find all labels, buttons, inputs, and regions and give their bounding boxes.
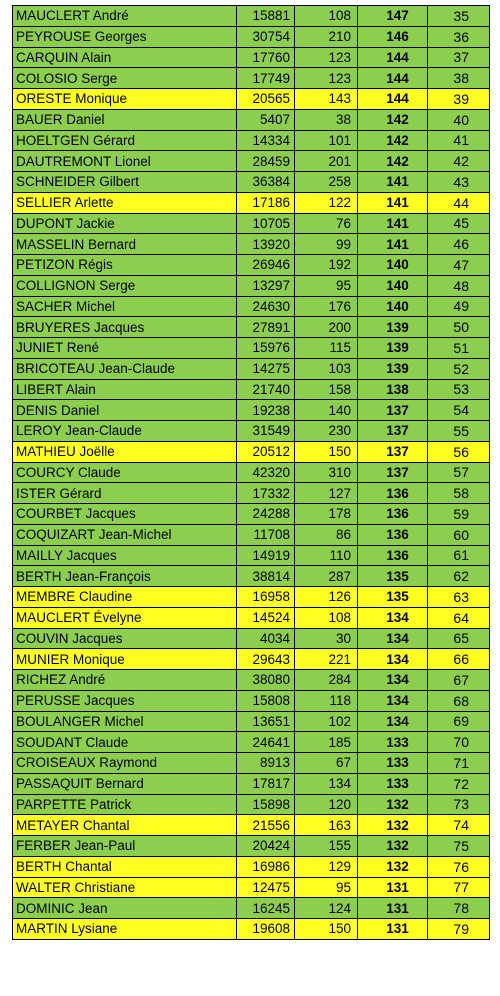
- score-total-cell: 16958: [237, 587, 295, 608]
- rank-value-cell: 71: [428, 753, 490, 774]
- count-value-cell: 258: [295, 172, 358, 193]
- count-value-cell: 150: [295, 919, 358, 940]
- count-value-cell: 122: [295, 192, 358, 213]
- count-value-cell: 102: [295, 711, 358, 732]
- participant-name-cell: COURCY Claude: [13, 462, 237, 483]
- table-row: [13, 441, 490, 462]
- participant-name-cell: COLOSIO Serge: [13, 68, 237, 89]
- count-value-cell: 123: [295, 47, 358, 68]
- count-value-cell: 158: [295, 379, 358, 400]
- table-row: [13, 296, 490, 317]
- score-total-cell: 24641: [237, 732, 295, 753]
- participant-name-cell: MEMBRE Claudine: [13, 587, 237, 608]
- count-value-cell: 155: [295, 836, 358, 857]
- rank-value-cell: 73: [428, 794, 490, 815]
- participant-name-cell: CARQUIN Alain: [13, 47, 237, 68]
- count-value-cell: 101: [295, 130, 358, 151]
- average-value-cell: 144: [358, 89, 428, 110]
- average-value-cell: 144: [358, 47, 428, 68]
- ranking-table-body: [13, 6, 490, 940]
- count-value-cell: 67: [295, 753, 358, 774]
- rank-value-cell: 42: [428, 151, 490, 172]
- participant-name-cell: DOMINIC Jean: [13, 898, 237, 919]
- rank-value-cell: 56: [428, 441, 490, 462]
- average-value-cell: 131: [358, 898, 428, 919]
- count-value-cell: 185: [295, 732, 358, 753]
- score-total-cell: 27891: [237, 317, 295, 338]
- rank-value-cell: 57: [428, 462, 490, 483]
- table-row: [13, 47, 490, 68]
- participant-name-cell: ISTER Gérard: [13, 483, 237, 504]
- table-row: [13, 109, 490, 130]
- count-value-cell: 76: [295, 213, 358, 234]
- average-value-cell: 139: [358, 317, 428, 338]
- average-value-cell: 131: [358, 919, 428, 940]
- count-value-cell: 127: [295, 483, 358, 504]
- table-row: [13, 379, 490, 400]
- table-row: [13, 275, 490, 296]
- table-row: [13, 462, 490, 483]
- count-value-cell: 103: [295, 358, 358, 379]
- rank-value-cell: 49: [428, 296, 490, 317]
- average-value-cell: 141: [358, 192, 428, 213]
- table-row: [13, 89, 490, 110]
- rank-value-cell: 50: [428, 317, 490, 338]
- score-total-cell: 5407: [237, 109, 295, 130]
- table-row: [13, 483, 490, 504]
- average-value-cell: 133: [358, 753, 428, 774]
- ranking-table-container: [12, 5, 489, 940]
- count-value-cell: 99: [295, 234, 358, 255]
- average-value-cell: 141: [358, 172, 428, 193]
- count-value-cell: 201: [295, 151, 358, 172]
- rank-value-cell: 58: [428, 483, 490, 504]
- count-value-cell: 115: [295, 338, 358, 359]
- average-value-cell: 146: [358, 26, 428, 47]
- participant-name-cell: MUNIER Monique: [13, 649, 237, 670]
- average-value-cell: 136: [358, 483, 428, 504]
- participant-name-cell: MAUCLERT André: [13, 6, 237, 27]
- score-total-cell: 30754: [237, 26, 295, 47]
- count-value-cell: 86: [295, 524, 358, 545]
- participant-name-cell: BRUYERES Jacques: [13, 317, 237, 338]
- participant-name-cell: HOELTGEN Gérard: [13, 130, 237, 151]
- participant-name-cell: SOUDANT Claude: [13, 732, 237, 753]
- rank-value-cell: 66: [428, 649, 490, 670]
- average-value-cell: 137: [358, 421, 428, 442]
- rank-value-cell: 39: [428, 89, 490, 110]
- average-value-cell: 144: [358, 68, 428, 89]
- table-row: [13, 628, 490, 649]
- score-total-cell: 11708: [237, 524, 295, 545]
- table-row: [13, 815, 490, 836]
- participant-name-cell: METAYER Chantal: [13, 815, 237, 836]
- table-row: [13, 732, 490, 753]
- rank-value-cell: 35: [428, 6, 490, 27]
- table-row: [13, 773, 490, 794]
- rank-value-cell: 69: [428, 711, 490, 732]
- participant-name-cell: BOULANGER Michel: [13, 711, 237, 732]
- participant-name-cell: DUPONT Jackie: [13, 213, 237, 234]
- rank-value-cell: 68: [428, 690, 490, 711]
- count-value-cell: 210: [295, 26, 358, 47]
- count-value-cell: 134: [295, 773, 358, 794]
- average-value-cell: 134: [358, 649, 428, 670]
- average-value-cell: 138: [358, 379, 428, 400]
- rank-value-cell: 36: [428, 26, 490, 47]
- participant-name-cell: SCHNEIDER Gilbert: [13, 172, 237, 193]
- rank-value-cell: 55: [428, 421, 490, 442]
- score-total-cell: 20512: [237, 441, 295, 462]
- score-total-cell: 13920: [237, 234, 295, 255]
- average-value-cell: 136: [358, 524, 428, 545]
- participant-name-cell: WALTER Christiane: [13, 877, 237, 898]
- participant-name-cell: JUNIET René: [13, 338, 237, 359]
- count-value-cell: 143: [295, 89, 358, 110]
- participant-name-cell: PEYROUSE Georges: [13, 26, 237, 47]
- participant-name-cell: MATHIEU Joëlle: [13, 441, 237, 462]
- score-total-cell: 31549: [237, 421, 295, 442]
- count-value-cell: 30: [295, 628, 358, 649]
- average-value-cell: 142: [358, 130, 428, 151]
- rank-value-cell: 37: [428, 47, 490, 68]
- score-total-cell: 17760: [237, 47, 295, 68]
- count-value-cell: 310: [295, 462, 358, 483]
- average-value-cell: 132: [358, 836, 428, 857]
- count-value-cell: 108: [295, 607, 358, 628]
- participant-name-cell: PERUSSE Jacques: [13, 690, 237, 711]
- count-value-cell: 140: [295, 400, 358, 421]
- table-row: [13, 421, 490, 442]
- table-row: [13, 587, 490, 608]
- average-value-cell: 132: [358, 794, 428, 815]
- average-value-cell: 136: [358, 545, 428, 566]
- score-total-cell: 14275: [237, 358, 295, 379]
- rank-value-cell: 63: [428, 587, 490, 608]
- average-value-cell: 137: [358, 400, 428, 421]
- rank-value-cell: 45: [428, 213, 490, 234]
- table-row: [13, 26, 490, 47]
- rank-value-cell: 48: [428, 275, 490, 296]
- score-total-cell: 10705: [237, 213, 295, 234]
- score-total-cell: 26946: [237, 255, 295, 276]
- count-value-cell: 200: [295, 317, 358, 338]
- average-value-cell: 142: [358, 109, 428, 130]
- rank-value-cell: 62: [428, 566, 490, 587]
- rank-value-cell: 67: [428, 670, 490, 691]
- count-value-cell: 192: [295, 255, 358, 276]
- table-row: [13, 504, 490, 525]
- score-total-cell: 29643: [237, 649, 295, 670]
- count-value-cell: 230: [295, 421, 358, 442]
- score-total-cell: 21556: [237, 815, 295, 836]
- average-value-cell: 134: [358, 628, 428, 649]
- table-row: [13, 358, 490, 379]
- score-total-cell: 17817: [237, 773, 295, 794]
- table-row: [13, 753, 490, 774]
- average-value-cell: 134: [358, 711, 428, 732]
- score-total-cell: 16986: [237, 856, 295, 877]
- average-value-cell: 134: [358, 607, 428, 628]
- participant-name-cell: DENIS Daniel: [13, 400, 237, 421]
- count-value-cell: 284: [295, 670, 358, 691]
- participant-name-cell: FERBER Jean-Paul: [13, 836, 237, 857]
- participant-name-cell: LEROY Jean-Claude: [13, 421, 237, 442]
- rank-value-cell: 52: [428, 358, 490, 379]
- table-row: [13, 192, 490, 213]
- average-value-cell: 137: [358, 462, 428, 483]
- count-value-cell: 124: [295, 898, 358, 919]
- average-value-cell: 132: [358, 815, 428, 836]
- participant-name-cell: MASSELIN Bernard: [13, 234, 237, 255]
- table-row: [13, 794, 490, 815]
- score-total-cell: 20424: [237, 836, 295, 857]
- count-value-cell: 129: [295, 856, 358, 877]
- count-value-cell: 221: [295, 649, 358, 670]
- average-value-cell: 137: [358, 441, 428, 462]
- score-total-cell: 17332: [237, 483, 295, 504]
- average-value-cell: 135: [358, 566, 428, 587]
- participant-name-cell: PASSAQUIT Bernard: [13, 773, 237, 794]
- count-value-cell: 178: [295, 504, 358, 525]
- score-total-cell: 36384: [237, 172, 295, 193]
- score-total-cell: 24288: [237, 504, 295, 525]
- table-row: [13, 130, 490, 151]
- score-total-cell: 15808: [237, 690, 295, 711]
- average-value-cell: 131: [358, 877, 428, 898]
- average-value-cell: 135: [358, 587, 428, 608]
- table-row: [13, 524, 490, 545]
- rank-value-cell: 46: [428, 234, 490, 255]
- score-total-cell: 12475: [237, 877, 295, 898]
- rank-value-cell: 59: [428, 504, 490, 525]
- score-total-cell: 24630: [237, 296, 295, 317]
- rank-value-cell: 47: [428, 255, 490, 276]
- table-row: [13, 213, 490, 234]
- table-row: [13, 172, 490, 193]
- score-total-cell: 13297: [237, 275, 295, 296]
- score-total-cell: 19238: [237, 400, 295, 421]
- score-total-cell: 20565: [237, 89, 295, 110]
- rank-value-cell: 77: [428, 877, 490, 898]
- participant-name-cell: SACHER Michel: [13, 296, 237, 317]
- table-row: [13, 670, 490, 691]
- score-total-cell: 17749: [237, 68, 295, 89]
- participant-name-cell: BERTH Jean-François: [13, 566, 237, 587]
- average-value-cell: 140: [358, 275, 428, 296]
- count-value-cell: 150: [295, 441, 358, 462]
- participant-name-cell: BAUER Daniel: [13, 109, 237, 130]
- average-value-cell: 142: [358, 151, 428, 172]
- score-total-cell: 14919: [237, 545, 295, 566]
- rank-value-cell: 40: [428, 109, 490, 130]
- count-value-cell: 95: [295, 877, 358, 898]
- participant-name-cell: COUVIN Jacques: [13, 628, 237, 649]
- score-total-cell: 21740: [237, 379, 295, 400]
- table-row: [13, 649, 490, 670]
- participant-name-cell: ORESTE Monique: [13, 89, 237, 110]
- score-total-cell: 42320: [237, 462, 295, 483]
- rank-value-cell: 53: [428, 379, 490, 400]
- table-row: [13, 255, 490, 276]
- rank-value-cell: 41: [428, 130, 490, 151]
- participant-name-cell: MAUCLERT Évelyne: [13, 607, 237, 628]
- rank-value-cell: 70: [428, 732, 490, 753]
- participant-name-cell: MAILLY Jacques: [13, 545, 237, 566]
- participant-name-cell: BERTH Chantal: [13, 856, 237, 877]
- rank-value-cell: 65: [428, 628, 490, 649]
- participant-name-cell: PARPETTE Patrick: [13, 794, 237, 815]
- score-total-cell: 13651: [237, 711, 295, 732]
- rank-value-cell: 74: [428, 815, 490, 836]
- rank-value-cell: 60: [428, 524, 490, 545]
- count-value-cell: 95: [295, 275, 358, 296]
- rank-value-cell: 44: [428, 192, 490, 213]
- table-row: [13, 234, 490, 255]
- score-total-cell: 4034: [237, 628, 295, 649]
- participant-name-cell: COLLIGNON Serge: [13, 275, 237, 296]
- table-row: [13, 566, 490, 587]
- rank-value-cell: 75: [428, 836, 490, 857]
- score-total-cell: 14334: [237, 130, 295, 151]
- table-row: [13, 68, 490, 89]
- table-row: [13, 607, 490, 628]
- average-value-cell: 134: [358, 690, 428, 711]
- participant-name-cell: PETIZON Régis: [13, 255, 237, 276]
- participant-name-cell: SELLIER Arlette: [13, 192, 237, 213]
- participant-name-cell: RICHEZ André: [13, 670, 237, 691]
- rank-value-cell: 61: [428, 545, 490, 566]
- table-row: [13, 836, 490, 857]
- count-value-cell: 126: [295, 587, 358, 608]
- score-total-cell: 19608: [237, 919, 295, 940]
- rank-value-cell: 43: [428, 172, 490, 193]
- table-row: [13, 898, 490, 919]
- participant-name-cell: LIBERT Alain: [13, 379, 237, 400]
- count-value-cell: 110: [295, 545, 358, 566]
- table-row: [13, 151, 490, 172]
- rank-value-cell: 54: [428, 400, 490, 421]
- average-value-cell: 139: [358, 358, 428, 379]
- average-value-cell: 147: [358, 6, 428, 27]
- score-total-cell: 16245: [237, 898, 295, 919]
- table-row: [13, 877, 490, 898]
- rank-value-cell: 51: [428, 338, 490, 359]
- count-value-cell: 287: [295, 566, 358, 587]
- score-total-cell: 15881: [237, 6, 295, 27]
- count-value-cell: 176: [295, 296, 358, 317]
- participant-name-cell: COQUIZART Jean-Michel: [13, 524, 237, 545]
- score-total-cell: 14524: [237, 607, 295, 628]
- average-value-cell: 140: [358, 296, 428, 317]
- table-row: [13, 6, 490, 27]
- count-value-cell: 108: [295, 6, 358, 27]
- rank-value-cell: 76: [428, 856, 490, 877]
- table-row: [13, 919, 490, 940]
- score-total-cell: 38080: [237, 670, 295, 691]
- average-value-cell: 141: [358, 234, 428, 255]
- average-value-cell: 134: [358, 670, 428, 691]
- average-value-cell: 141: [358, 213, 428, 234]
- count-value-cell: 38: [295, 109, 358, 130]
- average-value-cell: 136: [358, 504, 428, 525]
- score-total-cell: 38814: [237, 566, 295, 587]
- rank-value-cell: 64: [428, 607, 490, 628]
- rank-value-cell: 78: [428, 898, 490, 919]
- table-row: [13, 711, 490, 732]
- average-value-cell: 132: [358, 856, 428, 877]
- participant-name-cell: CROISEAUX Raymond: [13, 753, 237, 774]
- table-row: [13, 338, 490, 359]
- score-total-cell: 15976: [237, 338, 295, 359]
- table-row: [13, 545, 490, 566]
- participant-name-cell: BRICOTEAU Jean-Claude: [13, 358, 237, 379]
- count-value-cell: 118: [295, 690, 358, 711]
- participant-name-cell: DAUTREMONT Lionel: [13, 151, 237, 172]
- count-value-cell: 120: [295, 794, 358, 815]
- average-value-cell: 133: [358, 773, 428, 794]
- participant-name-cell: COURBET Jacques: [13, 504, 237, 525]
- table-row: [13, 400, 490, 421]
- ranking-table: [12, 5, 490, 940]
- rank-value-cell: 38: [428, 68, 490, 89]
- count-value-cell: 123: [295, 68, 358, 89]
- count-value-cell: 163: [295, 815, 358, 836]
- score-total-cell: 17186: [237, 192, 295, 213]
- score-total-cell: 15898: [237, 794, 295, 815]
- rank-value-cell: 79: [428, 919, 490, 940]
- table-row: [13, 317, 490, 338]
- score-total-cell: 8913: [237, 753, 295, 774]
- table-row: [13, 690, 490, 711]
- table-row: [13, 856, 490, 877]
- rank-value-cell: 72: [428, 773, 490, 794]
- participant-name-cell: MARTIN Lysiane: [13, 919, 237, 940]
- average-value-cell: 140: [358, 255, 428, 276]
- average-value-cell: 139: [358, 338, 428, 359]
- average-value-cell: 133: [358, 732, 428, 753]
- score-total-cell: 28459: [237, 151, 295, 172]
